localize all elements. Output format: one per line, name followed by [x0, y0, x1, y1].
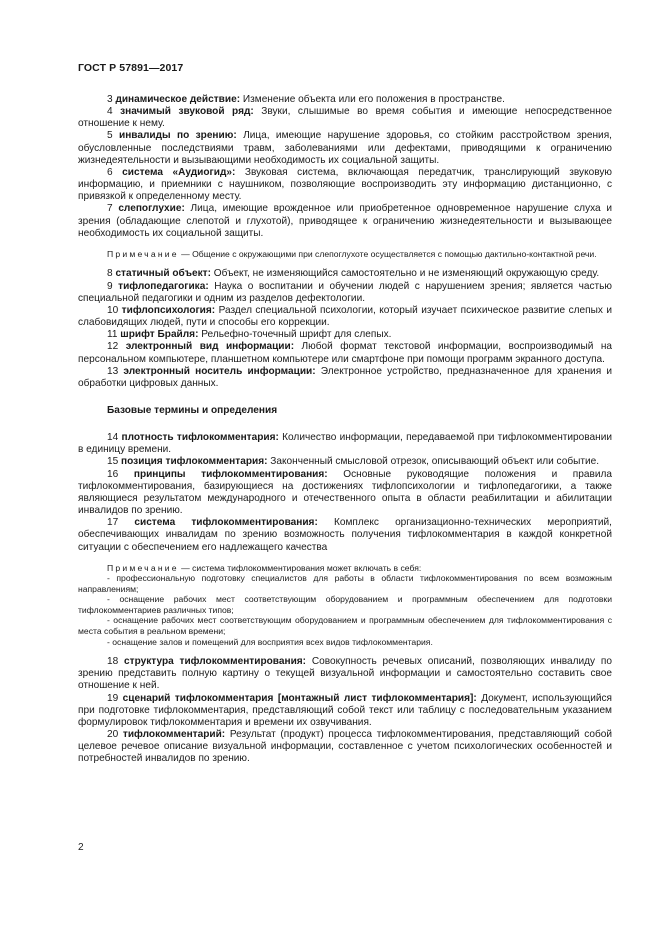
term-number: 10: [107, 304, 119, 316]
term-name: позиция тифлокомментария:: [121, 456, 268, 468]
term-number: 5: [107, 130, 113, 142]
term-definition: Совокупность речевых описаний, позволяющих инвалиду по зрению представить полную картину о текущей визуальной информации и самостоятельно составить свое отношение к ней.: [78, 656, 612, 692]
term-entry: [78, 341, 612, 365]
term-number: 14: [107, 432, 119, 444]
term-number: 8: [107, 268, 113, 280]
term-entry: [78, 268, 612, 280]
term-definition: Законченный смысловой отрезок, описывающий объект или событие.: [270, 456, 600, 468]
term-number: 7: [107, 203, 113, 215]
term-number: 13: [107, 365, 119, 377]
term-name: инвалиды по зрению:: [119, 130, 237, 142]
term-definition: Лица, имеющие нарушение здоровья, со стойким расстройством зрения, обусловленные последствиями травм, заболеваниями или дефектами, приводящими к ограничению жизнедеятельности и вызывающими необходимость их социальной защиты.: [78, 130, 612, 166]
term-entry: [78, 517, 612, 553]
term-number: 15: [107, 456, 119, 468]
term-definition: Основные руководящие положения и правила тифлокомментирования, базирующиеся на достижениях тифлопсихологии и тифлопедагогики, а также являющиеся результатом международного и отечественного опыта в области реабилитации и абилитации инвалидов по зрению.: [78, 468, 613, 517]
term-definition: Изменение объекта или его положения в пространстве.: [242, 94, 505, 105]
term-definition: Раздел специальной психологии, который изучает психическое развитие слепых и слабовидящих людей, пути и способы его коррекции.: [78, 304, 612, 329]
term-name: принципы тифлокомментирования:: [133, 468, 328, 480]
term-definition: Количество информации, передаваемой при тифлокомментировании в единицу времени.: [78, 432, 612, 456]
term-definition: Звуки, слышимые во время события и имеющие непосредственное отношение к нему.: [78, 106, 613, 130]
note: [78, 249, 612, 260]
term-definition: Рельефно-точечный шрифт для слепых.: [201, 329, 392, 341]
term-definition: Комплекс организационно-технических мероприятий, обеспечивающих инвалидам по зрению возможность получения тифлокомментария в каждой конкретной ситуации с обеспечением его надлежащего качества: [78, 517, 612, 553]
term-definition: Лица, имеющие врожденное или приобретенное одновременное нарушение слуха и зрения (обладающие слепотой и глухотой), приводящее к ограничению жизнедеятельности и вызывающее необходимость их социальной защиты.: [78, 203, 612, 239]
term-name: динамическое действие:: [115, 94, 241, 105]
term-entry: [78, 167, 612, 203]
note-item: - профессиональную подготовку специалистов для работы в области тифлокомментирования по всем возможным направлениям;: [78, 573, 612, 594]
term-name: сценарий тифлокомментария [монтажный лист тифлокомментария]:: [122, 692, 477, 704]
term-number: 12: [107, 341, 119, 353]
note-label: Примечание: [107, 248, 179, 259]
term-name: плотность тифлокомментария:: [121, 432, 279, 444]
term-entry: [78, 729, 612, 765]
term-number: 6: [107, 166, 113, 178]
term-entry: [78, 106, 612, 130]
term-name: тифлокомментарий:: [122, 729, 226, 741]
document-code: ГОСТ Р 57891—2017: [78, 62, 184, 74]
term-number: 16: [107, 468, 119, 480]
term-entry: [78, 456, 612, 468]
term-name: тифлопсихология:: [121, 304, 216, 316]
term-entry: [78, 203, 612, 239]
term-name: система «Аудиогид»:: [122, 166, 236, 178]
term-definition: Электронное устройство, предназначенное для хранения и обработки цифровых данных.: [78, 365, 612, 389]
note-item: - оснащение залов и помещений для восприятия всех видов тифлокомментария.: [107, 636, 433, 647]
term-definition: Документ, использующийся при подготовке тифлокомментария, представляющий собой текст или таблицу с последовательным указанием формулировок тифлокомментария и времени их озвучивания.: [78, 692, 613, 728]
note-text: — Общение с окружающими при слепоглухоте осуществляется с помощью дактильно-контактной речи.: [181, 248, 597, 259]
term-number: 20: [107, 729, 119, 741]
page-number: 2: [78, 842, 84, 853]
term-number: 11: [107, 329, 118, 341]
note-item: - оснащение рабочих мест соответствующим оборудованием и программным обеспечением для тифлокомментирования с места события в реальном времени;: [78, 615, 612, 636]
term-name: шрифт Брайля:: [120, 329, 199, 341]
note: [78, 563, 612, 574]
term-name: статичный объект:: [115, 268, 211, 280]
term-number: 17: [107, 517, 119, 529]
term-entry: [78, 656, 612, 692]
note-label: Примечание: [107, 562, 179, 573]
term-definition: Результат (продукт) процесса тифлокомментирования, представляющий собой целевое речевое описание визуальной информации, составленное с учетом психологических особенностей и потребностей инвалидов по зрению.: [78, 729, 613, 765]
term-number: 19: [107, 692, 119, 704]
term-name: электронный вид информации:: [125, 341, 295, 353]
note-text: — система тифлокомментирования может включать в себя:: [181, 562, 422, 573]
term-name: значимый звуковой ряд:: [120, 106, 254, 118]
term-entry: [78, 693, 612, 729]
term-entry: [78, 305, 612, 329]
term-entry: [78, 469, 612, 518]
term-definition: Объект, не изменяющийся самостоятельно и не изменяющий окружающую среду.: [213, 268, 600, 280]
term-definition: Звуковая система, включающая передатчик, транслирующий звуковую информацию, и приемники с наушником, позволяющие воспроизводить эту информацию дистанционно, с привязкой к определенному месту.: [78, 166, 613, 203]
term-entry: [78, 281, 612, 305]
term-entry: [78, 432, 612, 456]
term-entry: [78, 130, 612, 166]
term-name: система тифлокомментирования:: [134, 517, 318, 529]
term-entry: [78, 329, 612, 341]
term-name: структура тифлокомментирования:: [124, 656, 307, 668]
term-definition: Любой формат текстовой информации, воспроизводимый на персональном компьютере, планшетном компьютере или смартфоне при помощи программ экранного доступа.: [78, 341, 613, 365]
document-body: [78, 94, 612, 765]
term-number: 3: [107, 94, 113, 105]
term-name: электронный носитель информации:: [123, 365, 316, 377]
term-definition: Наука о воспитании и обучении людей с нарушением зрения; является частью специальной педагогики и одним из разделов дефектологии.: [78, 280, 612, 304]
term-name: слепоглухие:: [118, 203, 185, 215]
section-heading: Базовые термины и определения: [107, 404, 278, 416]
term-number: 9: [107, 280, 113, 292]
term-number: 18: [107, 656, 119, 668]
term-name: тифлопедагогика:: [118, 280, 209, 292]
term-entry: [78, 94, 612, 106]
note-item: - оснащение рабочих мест соответствующим оборудованием и программным обеспечением для подготовки тифлокомментариев различных типов;: [78, 594, 612, 615]
term-entry: [78, 366, 612, 390]
term-number: 4: [107, 106, 113, 118]
